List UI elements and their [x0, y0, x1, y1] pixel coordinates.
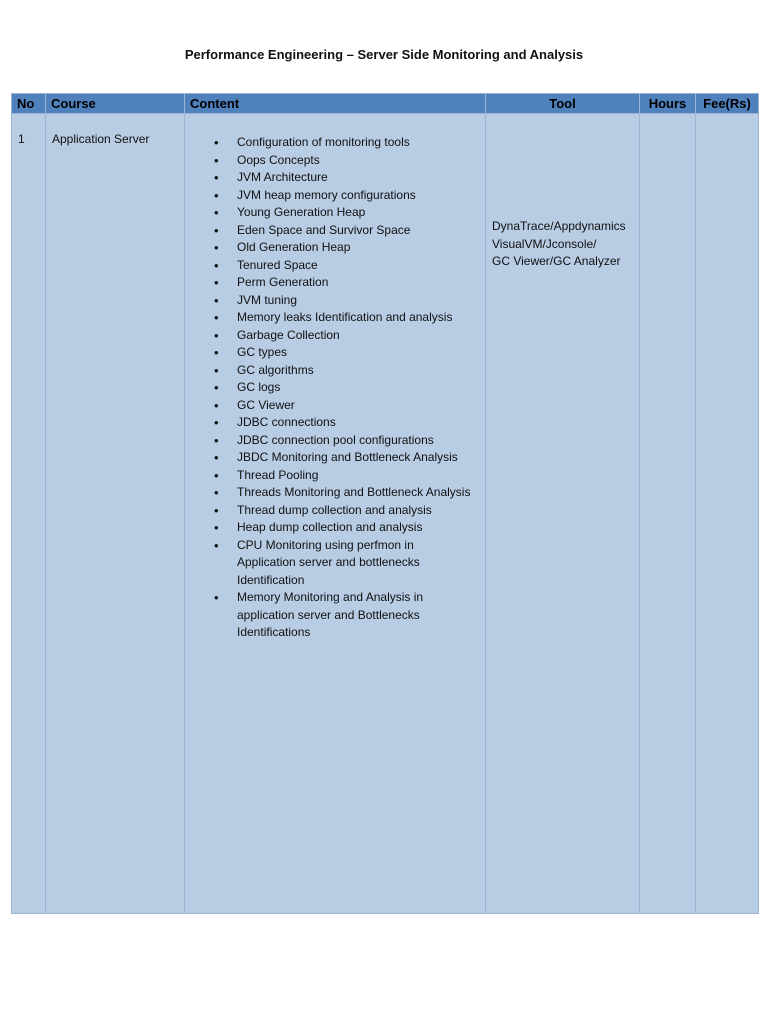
- cell-hours: [640, 114, 696, 914]
- content-item: • Eden Space and Survivor Space: [237, 222, 475, 240]
- header-fee: Fee(Rs): [696, 94, 759, 114]
- content-item: • Memory leaks Identification and analysis: [237, 309, 475, 327]
- header-hours: Hours: [640, 94, 696, 114]
- content-item: • Perm Generation: [237, 274, 475, 292]
- header-course: Course: [46, 94, 185, 114]
- content-item: • JVM tuning: [237, 292, 475, 310]
- course-name: Application Server: [52, 132, 150, 146]
- cell-course: [46, 114, 185, 914]
- content-item: • GC Viewer: [237, 397, 475, 415]
- header-no: No: [12, 94, 46, 114]
- content-item: • Tenured Space: [237, 257, 475, 275]
- content-list: [185, 114, 485, 642]
- content-item: • JVM heap memory configurations: [237, 187, 475, 205]
- content-item: • Threads Monitoring and Bottleneck Analysis: [237, 484, 475, 502]
- content-item: • Configuration of monitoring tools: [237, 134, 475, 152]
- fee-value: [696, 114, 758, 130]
- tool-line: GC Viewer/GC Analyzer: [492, 254, 621, 268]
- cell-no: [12, 114, 46, 914]
- header-content: Content: [185, 94, 486, 114]
- content-item: • Oops Concepts: [237, 152, 475, 170]
- content-item: • Memory Monitoring and Analysis in application server and Bottlenecks Identifications: [237, 589, 475, 642]
- content-item: • CPU Monitoring using perfmon in Application server and bottlenecks Identification: [237, 537, 475, 590]
- tool-line: VisualVM/Jconsole/: [492, 236, 597, 251]
- content-item: • Young Generation Heap: [237, 204, 475, 222]
- table-row: [12, 114, 759, 914]
- content-item: • GC types: [237, 344, 475, 362]
- content-item: • GC logs: [237, 379, 475, 397]
- tool-list: [486, 114, 639, 271]
- cell-content: [185, 114, 486, 914]
- hours-value: [640, 114, 695, 130]
- content-item: • Old Generation Heap: [237, 239, 475, 257]
- content-item: • JBDC Monitoring and Bottleneck Analysis: [237, 449, 475, 467]
- row-number: 1: [18, 132, 25, 146]
- content-item: • Heap dump collection and analysis: [237, 519, 475, 537]
- course-table: [11, 93, 759, 914]
- document-title: Performance Engineering – Server Side Monitoring and Analysis: [184, 47, 584, 62]
- content-item: • GC algorithms: [237, 362, 475, 380]
- content-item: • Garbage Collection: [237, 327, 475, 345]
- cell-fee: [696, 114, 759, 914]
- tool-line: DynaTrace/Appdynamics: [492, 219, 626, 233]
- table-header-row: [12, 94, 759, 114]
- content-item: • JVM Architecture: [237, 169, 475, 187]
- content-item: • JDBC connection pool configurations: [237, 432, 475, 450]
- header-tool: Tool: [486, 94, 640, 114]
- content-item: • Thread dump collection and analysis: [237, 502, 475, 520]
- content-item: • Thread Pooling: [237, 467, 475, 485]
- content-item: • JDBC connections: [237, 414, 475, 432]
- cell-tool: [486, 114, 640, 914]
